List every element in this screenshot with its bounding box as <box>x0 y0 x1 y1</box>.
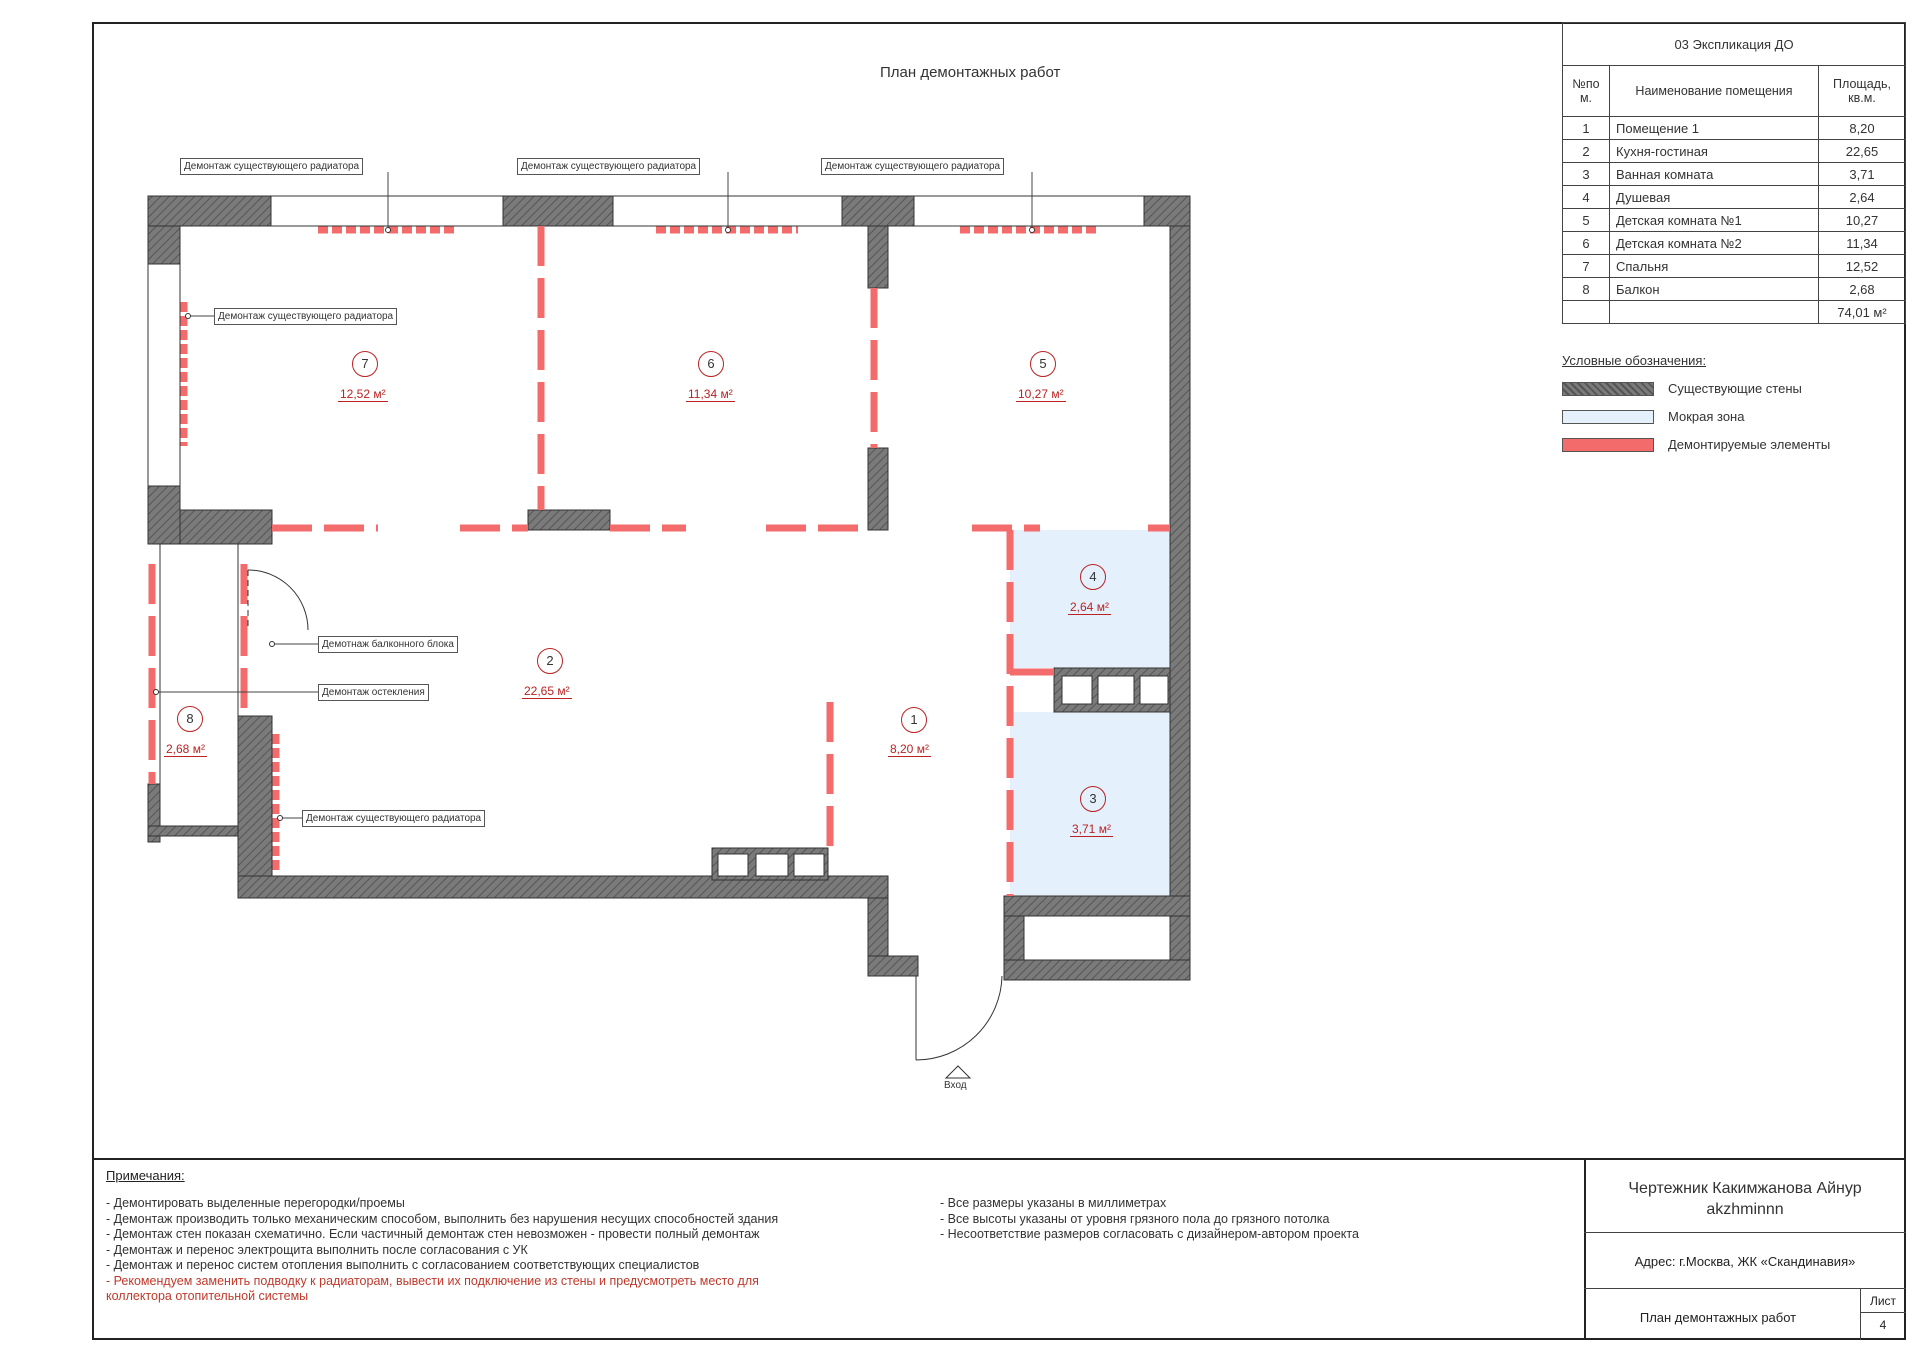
room-number-8: 8 <box>177 706 203 732</box>
note-line: - Демонтировать выделенные перегородки/проемы <box>106 1196 405 1210</box>
room-number-6: 6 <box>698 351 724 377</box>
callout-radiator-top-mid: Демонтаж существующего радиатора <box>517 158 700 175</box>
legend-swatch-wet-zone <box>1562 410 1654 424</box>
stamp-divider <box>1860 1312 1906 1313</box>
row-name: Спальня <box>1610 255 1819 278</box>
wet-zone-shower <box>1010 530 1170 668</box>
stamp-sheet-number: 4 <box>1879 1318 1887 1332</box>
room-number-1: 1 <box>901 707 927 733</box>
room-number-5: 5 <box>1030 351 1056 377</box>
table-row <box>1563 255 1906 278</box>
table-row <box>1563 163 1906 186</box>
row-name: Кухня-гостиная <box>1610 140 1819 163</box>
table-row <box>1563 186 1906 209</box>
row-name: Душевая <box>1610 186 1819 209</box>
room-number-7: 7 <box>352 351 378 377</box>
row-name: Помещение 1 <box>1610 117 1819 140</box>
explication-col-name: Наименование помещения <box>1610 66 1819 117</box>
explication-caption: 03 Экспликация ДО <box>1563 23 1906 66</box>
table-row <box>1563 232 1906 255</box>
row-no: 6 <box>1563 232 1610 255</box>
note-line: - Демонтаж стен показан схематично. Если частичный демонтаж стен невозможен - провести полный демонтаж <box>106 1227 760 1241</box>
stamp-divider <box>1584 1288 1906 1289</box>
legend-title: Условные обозначения: <box>1562 353 1707 368</box>
stamp-author-handle: akzhminnn <box>1706 1201 1784 1218</box>
row-no: 2 <box>1563 140 1610 163</box>
room-area-8: 2,68 м² <box>166 742 205 756</box>
room-number-3: 3 <box>1080 786 1106 812</box>
legend-swatch-walls <box>1562 382 1654 396</box>
table-row <box>1563 117 1906 140</box>
callout-radiator-top-left: Демонтаж существующего радиатора <box>180 158 363 175</box>
row-area: 12,52 <box>1819 255 1906 278</box>
row-no: 3 <box>1563 163 1610 186</box>
table-row <box>1563 209 1906 232</box>
callout-radiator-left: Демонтаж существующего радиатора <box>214 308 397 325</box>
callout-radiator-top-right: Демонтаж существующего радиатора <box>821 158 1004 175</box>
room-area-2: 22,65 м² <box>524 684 570 698</box>
stamp-author-name: Чертежник Какимжанова Айнур <box>1628 1180 1862 1197</box>
row-no: 7 <box>1563 255 1610 278</box>
note-line: - Все размеры указаны в миллиметрах <box>940 1196 1167 1210</box>
room-number-4: 4 <box>1080 564 1106 590</box>
note-line-recommendation: коллектора отопительной системы <box>106 1289 309 1303</box>
stamp-author <box>1584 1178 1906 1220</box>
note-line: - Демонтаж и перенос систем отопления выполнить с согласованием соответствующих специалистов <box>106 1258 700 1272</box>
room-area-6: 11,34 м² <box>688 387 733 401</box>
explication-table <box>1562 22 1906 324</box>
row-no: 8 <box>1563 278 1610 301</box>
notes-left <box>106 1196 778 1305</box>
room-number-2: 2 <box>537 648 563 674</box>
row-area: 8,20 <box>1819 117 1906 140</box>
legend-label: Демонтируемые элементы <box>1668 437 1831 452</box>
legend-label: Существующие стены <box>1668 381 1802 396</box>
stamp-sheet-label: Лист <box>1869 1294 1897 1308</box>
callout-glazing: Демонтаж остекления <box>318 684 429 701</box>
table-total-row <box>1563 301 1906 324</box>
row-name: Детская комната №1 <box>1610 209 1819 232</box>
plan-title: План демонтажных работ <box>880 64 1061 81</box>
row-area: 22,65 <box>1819 140 1906 163</box>
callout-radiator-bottom: Демонтаж существующего радиатора <box>302 810 485 827</box>
legend-swatch-demolished <box>1562 438 1654 452</box>
note-line: - Все высоты указаны от уровня грязного пола до грязного потолка <box>940 1211 1330 1226</box>
row-name: Детская комната №2 <box>1610 232 1819 255</box>
room-area-4: 2,64 м² <box>1070 600 1109 614</box>
room-area-7: 12,52 м² <box>340 387 386 401</box>
entrance-label: Вход <box>944 1080 967 1091</box>
explication-col-area: Площадь, кв.м. <box>1819 66 1906 117</box>
explication-total: 74,01 м² <box>1819 301 1906 324</box>
row-name: Ванная комната <box>1610 163 1819 186</box>
row-no: 5 <box>1563 209 1610 232</box>
notes-title: Примечания: <box>106 1168 185 1183</box>
note-line: - Несоответствие размеров согласовать с дизайнером-автором проекта <box>940 1227 1359 1241</box>
notes-right <box>940 1196 1359 1243</box>
callout-balcony-block: Демотнаж балконного блока <box>318 636 458 653</box>
legend-label: Мокрая зона <box>1668 409 1745 424</box>
note-line-recommendation: - Рекомендуем заменить подводку к радиаторам, вывести их подключение из стены и предусмотреть место для <box>106 1273 759 1288</box>
row-area: 2,68 <box>1819 278 1906 301</box>
row-no: 4 <box>1563 186 1610 209</box>
stamp-sheet-name: План демонтажных работ <box>1639 1310 1797 1325</box>
stamp-divider <box>1584 1232 1906 1233</box>
row-area: 2,64 <box>1819 186 1906 209</box>
room-area-3: 3,71 м² <box>1072 822 1111 836</box>
room-area-1: 8,20 м² <box>890 742 929 756</box>
explication-col-no: №по м. <box>1563 66 1610 117</box>
room-area-5: 10,27 м² <box>1018 387 1064 401</box>
row-area: 11,34 <box>1819 232 1906 255</box>
note-line: - Демонтаж и перенос электрощита выполнить после согласования с УК <box>106 1242 528 1257</box>
row-no: 1 <box>1563 117 1610 140</box>
stamp-address: Адрес: г.Москва, ЖК «Скандинавия» <box>1634 1254 1856 1269</box>
note-line: - Демонтаж производить только механическим способом, выполнить без нарушения несущих способностей здания <box>106 1211 779 1226</box>
row-name: Балкон <box>1610 278 1819 301</box>
table-row <box>1563 278 1906 301</box>
table-row <box>1563 140 1906 163</box>
row-area: 3,71 <box>1819 163 1906 186</box>
row-area: 10,27 <box>1819 209 1906 232</box>
